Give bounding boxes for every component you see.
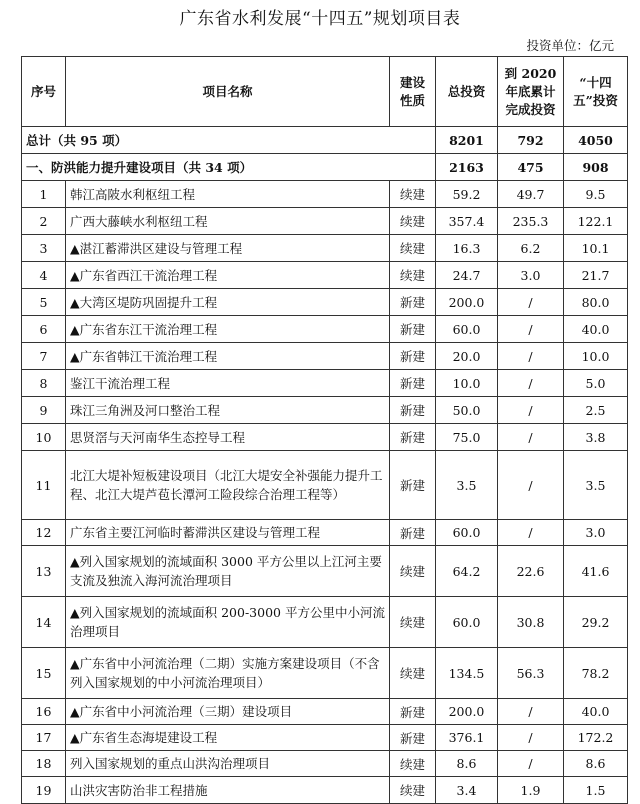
- row-total: 3.5: [436, 451, 498, 520]
- row-plan: 80.0: [564, 289, 628, 316]
- row-total: 60.0: [436, 520, 498, 546]
- row-completed: /: [498, 370, 564, 397]
- row-nature: 续建: [390, 181, 436, 208]
- row-index: 3: [22, 235, 66, 262]
- row-name: ▲湛江蓄滞洪区建设与管理工程: [66, 235, 390, 262]
- row-total: 60.0: [436, 597, 498, 648]
- row-index: 12: [22, 520, 66, 546]
- investment-unit: 投资单位：亿元: [526, 38, 614, 53]
- row-nature: 新建: [390, 343, 436, 370]
- row-total: 75.0: [436, 424, 498, 451]
- total-label: 总计（共 95 项）: [22, 127, 436, 154]
- row-nature: 新建: [390, 289, 436, 316]
- row-plan: 21.7: [564, 262, 628, 289]
- row-completed: 1.9: [498, 777, 564, 804]
- row-total: 8.6: [436, 751, 498, 777]
- row-nature: 新建: [390, 316, 436, 343]
- row-index: 15: [22, 648, 66, 699]
- row-plan: 1.5: [564, 777, 628, 804]
- row-total: 134.5: [436, 648, 498, 699]
- table-row: [22, 520, 628, 546]
- row-completed: 235.3: [498, 208, 564, 235]
- row-name: ▲列入国家规划的流域面积 200-3000 平方公里中小河流治理项目: [66, 597, 390, 648]
- row-completed: /: [498, 520, 564, 546]
- row-nature: 新建: [390, 370, 436, 397]
- row-plan: 29.2: [564, 597, 628, 648]
- row-index: 7: [22, 343, 66, 370]
- row-index: 1: [22, 181, 66, 208]
- row-name: ▲大湾区堤防巩固提升工程: [66, 289, 390, 316]
- table-row: [22, 777, 628, 804]
- row-nature: 续建: [390, 751, 436, 777]
- row-nature: 新建: [390, 424, 436, 451]
- table-row: [22, 451, 628, 520]
- row-index: 4: [22, 262, 66, 289]
- row-plan: 9.5: [564, 181, 628, 208]
- row-plan: 3.8: [564, 424, 628, 451]
- row-total: 357.4: [436, 208, 498, 235]
- table-row: [22, 316, 628, 343]
- header-total: 总投资: [436, 57, 498, 127]
- table-row: [22, 725, 628, 751]
- row-completed: /: [498, 316, 564, 343]
- table-row: [22, 370, 628, 397]
- section-row: [22, 154, 628, 181]
- page-title: 广东省水利发展“十四五”规划项目表: [179, 9, 461, 29]
- row-name: ▲广东省中小河流治理（三期）建设项目: [66, 699, 390, 725]
- row-completed: /: [498, 397, 564, 424]
- row-plan: 172.2: [564, 725, 628, 751]
- row-index: 9: [22, 397, 66, 424]
- row-nature: 新建: [390, 397, 436, 424]
- row-index: 2: [22, 208, 66, 235]
- row-plan: 10.0: [564, 343, 628, 370]
- row-total: 16.3: [436, 235, 498, 262]
- row-completed: /: [498, 451, 564, 520]
- header-row: [22, 57, 628, 127]
- table-row: [22, 597, 628, 648]
- row-total: 376.1: [436, 725, 498, 751]
- row-completed: /: [498, 424, 564, 451]
- row-completed: /: [498, 289, 564, 316]
- section-plan: 908: [564, 154, 628, 181]
- row-plan: 78.2: [564, 648, 628, 699]
- row-nature: 新建: [390, 725, 436, 751]
- row-nature: 续建: [390, 208, 436, 235]
- row-plan: 122.1: [564, 208, 628, 235]
- row-index: 11: [22, 451, 66, 520]
- row-index: 17: [22, 725, 66, 751]
- table-row: [22, 424, 628, 451]
- row-completed: 3.0: [498, 262, 564, 289]
- row-nature: 新建: [390, 699, 436, 725]
- table-row: [22, 289, 628, 316]
- row-name: 广东省主要江河临时蓄滞洪区建设与管理工程: [66, 520, 390, 546]
- row-nature: 续建: [390, 648, 436, 699]
- row-completed: 22.6: [498, 546, 564, 597]
- row-name: 北江大堤补短板建设项目（北江大堤安全补强能力提升工程、北江大堤芦苞长潭河工险段综合治理工程等）: [66, 451, 390, 520]
- row-total: 10.0: [436, 370, 498, 397]
- row-nature: 续建: [390, 546, 436, 597]
- row-plan: 3.0: [564, 520, 628, 546]
- row-index: 19: [22, 777, 66, 804]
- row-completed: 56.3: [498, 648, 564, 699]
- row-plan: 40.0: [564, 699, 628, 725]
- row-total: 200.0: [436, 289, 498, 316]
- row-name: 韩江高陂水利枢纽工程: [66, 181, 390, 208]
- section-completed: 475: [498, 154, 564, 181]
- row-completed: 6.2: [498, 235, 564, 262]
- table-row: [22, 181, 628, 208]
- table-row: [22, 648, 628, 699]
- table-row: [22, 751, 628, 777]
- row-nature: 续建: [390, 777, 436, 804]
- header-index: 序号: [22, 57, 66, 127]
- header-name: 项目名称: [66, 57, 390, 127]
- section-label: 一、防洪能力提升建设项目（共 34 项）: [22, 154, 436, 181]
- header-completed: 到 2020 年底累计完成投资: [498, 57, 564, 127]
- row-name: 思贤滘与天河南华生态控导工程: [66, 424, 390, 451]
- row-total: 20.0: [436, 343, 498, 370]
- row-name: 鉴江干流治理工程: [66, 370, 390, 397]
- row-name: ▲广东省韩江干流治理工程: [66, 343, 390, 370]
- project-table: [21, 56, 628, 804]
- table-row: [22, 208, 628, 235]
- row-index: 8: [22, 370, 66, 397]
- row-completed: /: [498, 343, 564, 370]
- row-total: 3.4: [436, 777, 498, 804]
- total-row: [22, 127, 628, 154]
- row-name: ▲广东省中小河流治理（二期）实施方案建设项目（不含列入国家规划的中小河流治理项目）: [66, 648, 390, 699]
- row-plan: 10.1: [564, 235, 628, 262]
- table-row: [22, 343, 628, 370]
- table-row: [22, 699, 628, 725]
- row-nature: 续建: [390, 235, 436, 262]
- row-name: ▲广东省西江干流治理工程: [66, 262, 390, 289]
- row-total: 59.2: [436, 181, 498, 208]
- row-plan: 5.0: [564, 370, 628, 397]
- header-nature: 建设性质: [390, 57, 436, 127]
- row-nature: 续建: [390, 597, 436, 648]
- row-plan: 8.6: [564, 751, 628, 777]
- row-index: 6: [22, 316, 66, 343]
- row-index: 14: [22, 597, 66, 648]
- row-total: 24.7: [436, 262, 498, 289]
- section-total: 2163: [436, 154, 498, 181]
- row-name: 列入国家规划的重点山洪沟治理项目: [66, 751, 390, 777]
- header-plan: “十四五”投资: [564, 57, 628, 127]
- row-completed: /: [498, 699, 564, 725]
- row-plan: 3.5: [564, 451, 628, 520]
- row-completed: 30.8: [498, 597, 564, 648]
- row-total: 200.0: [436, 699, 498, 725]
- total-plan: 4050: [564, 127, 628, 154]
- row-nature: 续建: [390, 262, 436, 289]
- row-name: ▲广东省生态海堤建设工程: [66, 725, 390, 751]
- row-index: 10: [22, 424, 66, 451]
- row-index: 16: [22, 699, 66, 725]
- row-index: 5: [22, 289, 66, 316]
- row-name: 山洪灾害防治非工程措施: [66, 777, 390, 804]
- row-completed: /: [498, 751, 564, 777]
- row-index: 18: [22, 751, 66, 777]
- row-index: 13: [22, 546, 66, 597]
- row-nature: 新建: [390, 451, 436, 520]
- row-total: 60.0: [436, 316, 498, 343]
- row-total: 64.2: [436, 546, 498, 597]
- row-completed: /: [498, 725, 564, 751]
- table-row: [22, 235, 628, 262]
- table-row: [22, 262, 628, 289]
- row-plan: 2.5: [564, 397, 628, 424]
- total-completed: 792: [498, 127, 564, 154]
- row-plan: 40.0: [564, 316, 628, 343]
- row-name: ▲列入国家规划的流域面积 3000 平方公里以上江河主要支流及独流入海河流治理项目: [66, 546, 390, 597]
- row-name: ▲广东省东江干流治理工程: [66, 316, 390, 343]
- table-row: [22, 546, 628, 597]
- row-name: 珠江三角洲及河口整治工程: [66, 397, 390, 424]
- row-completed: 49.7: [498, 181, 564, 208]
- row-total: 50.0: [436, 397, 498, 424]
- row-plan: 41.6: [564, 546, 628, 597]
- row-name: 广西大藤峡水利枢纽工程: [66, 208, 390, 235]
- total-total: 8201: [436, 127, 498, 154]
- row-nature: 新建: [390, 520, 436, 546]
- table-row: [22, 397, 628, 424]
